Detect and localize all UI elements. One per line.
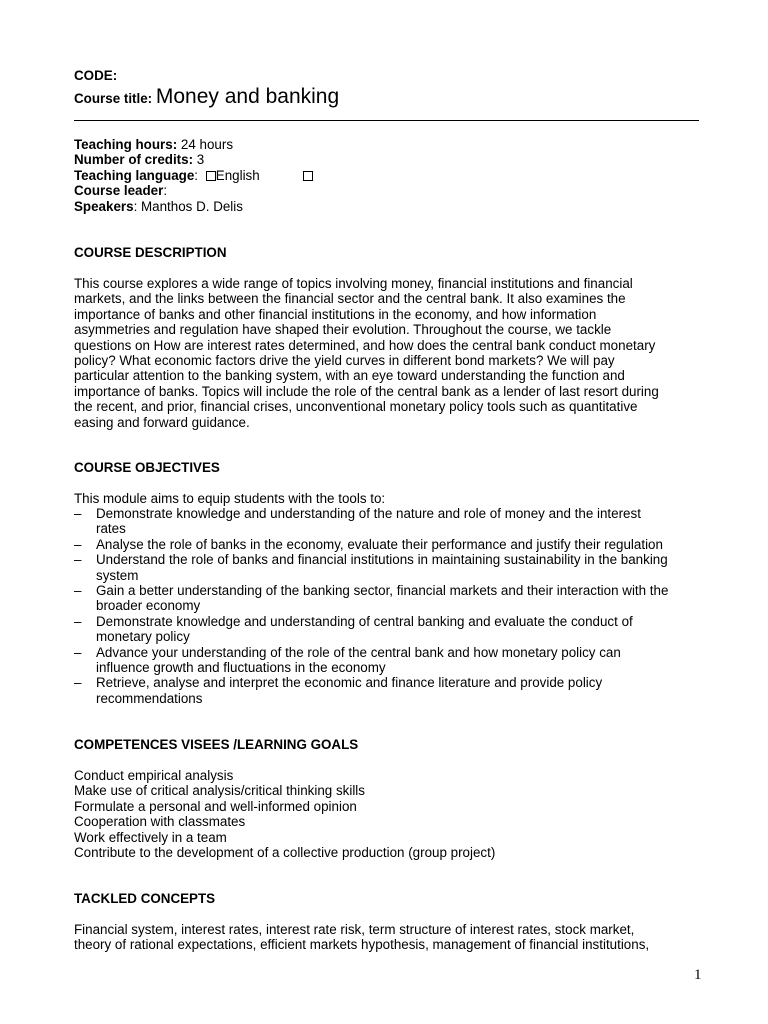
course-title-label: Course title: <box>74 91 153 106</box>
teaching-hours-row <box>74 137 703 152</box>
objectives-intro: This module aims to equip students with the tools to: <box>74 491 386 506</box>
learning-goals-list <box>74 768 703 860</box>
speakers-label: Speakers <box>74 198 134 214</box>
speakers-row <box>74 199 703 214</box>
course-objectives-heading: COURSE OBJECTIVES <box>74 460 220 475</box>
concepts-line: theory of rational expectations, efficient markets hypothesis, management of financial institutions, <box>74 937 650 953</box>
description-line: markets, and the links between the financial sector and the central bank. It also examines the <box>74 291 626 307</box>
description-line: policy? What economic factors drive the yield curves in different bond markets? We will pay <box>74 353 615 369</box>
page-number: 1 <box>694 967 702 983</box>
list-item: – Understand the role of banks and financial institutions in maintaining sustainability in the banking system <box>74 552 668 583</box>
teaching-hours-label: Teaching hours: <box>74 137 178 152</box>
course-leader-label: Course leader <box>74 183 164 199</box>
code-label: CODE: <box>74 68 118 83</box>
objectives-list <box>74 506 703 706</box>
description-line: questions on How are interest rates determined, and how does the central bank conduct monetary <box>74 337 656 353</box>
concepts-line: Financial system, interest rates, interest rate risk, term structure of interest rates, stock market, <box>74 922 635 937</box>
list-item: – Gain a better understanding of the banking sector, financial markets and their interaction with the broader economy <box>74 583 669 614</box>
other-language-checkbox[interactable] <box>303 171 313 181</box>
teaching-hours-value: 24 hours <box>180 137 234 152</box>
description-line: the recent, and prior, financial crises, unconventional monetary policy tools such as quantitative <box>74 399 638 415</box>
description-line: particular attention to the banking system, with an eye toward understanding the function and <box>74 368 625 384</box>
list-item: – Advance your understanding of the role of the central bank and how monetary policy can influence growth and fluctuations in the economy <box>74 644 621 676</box>
credits-row <box>74 152 703 167</box>
tackled-concepts-body <box>74 922 703 953</box>
list-item: – Analyse the role of banks in the economy, evaluate their performance and justify their regulation <box>74 536 663 552</box>
course-description-body <box>74 276 703 430</box>
list-item: – Retrieve, analyse and interpret the economic and finance literature and provide policy recommendations <box>74 675 603 706</box>
speakers-value: : Manthos D. Delis <box>133 198 243 214</box>
list-item: Work effectively in a team <box>74 829 227 845</box>
description-line: This course explores a wide range of topics involving money, financial institutions and financial <box>74 276 633 291</box>
list-item: Contribute to the development of a collective production (group project) <box>74 845 496 861</box>
english-checkbox[interactable] <box>206 171 216 181</box>
list-item: Make use of critical analysis/critical thinking skills <box>74 783 365 799</box>
credits-label: Number of credits: <box>74 152 194 168</box>
teaching-language-row <box>74 168 703 183</box>
credits-value: 3 <box>196 152 205 168</box>
course-leader-row <box>74 183 703 198</box>
learning-goals-heading: COMPETENCES VISEES /LEARNING GOALS <box>74 737 359 752</box>
course-leader-colon: : <box>163 183 168 199</box>
list-item: Cooperation with classmates <box>74 814 246 830</box>
teaching-language-colon: : <box>194 167 199 183</box>
description-line: importance of banks. Topics will include the role of the central bank as a lender of last resort during <box>74 383 659 399</box>
teaching-language-label: Teaching language <box>74 167 195 183</box>
list-item: – Demonstrate knowledge and understanding of the nature and role of money and the interest rates <box>74 506 641 537</box>
course-info <box>74 137 703 214</box>
list-item: – Demonstrate knowledge and understanding of central banking and evaluate the conduct of monetary policy <box>74 613 633 645</box>
description-line: asymmetries and regulation have shaped their evolution. Throughout the course, we tackle <box>74 322 612 338</box>
tackled-concepts-heading: TACKLED CONCEPTS <box>74 891 216 906</box>
course-description-heading: COURSE DESCRIPTION <box>74 245 227 260</box>
course-title: Money and banking <box>155 85 340 108</box>
description-line: easing and forward guidance. <box>74 414 250 430</box>
title-divider <box>74 120 699 121</box>
list-item: Conduct empirical analysis <box>74 768 234 783</box>
course-title-row <box>74 85 703 109</box>
english-option-label: English <box>215 167 260 183</box>
list-item: Formulate a personal and well-informed opinion <box>74 798 357 814</box>
description-line: importance of banks and other financial institutions in the economy, and how information <box>74 306 597 322</box>
